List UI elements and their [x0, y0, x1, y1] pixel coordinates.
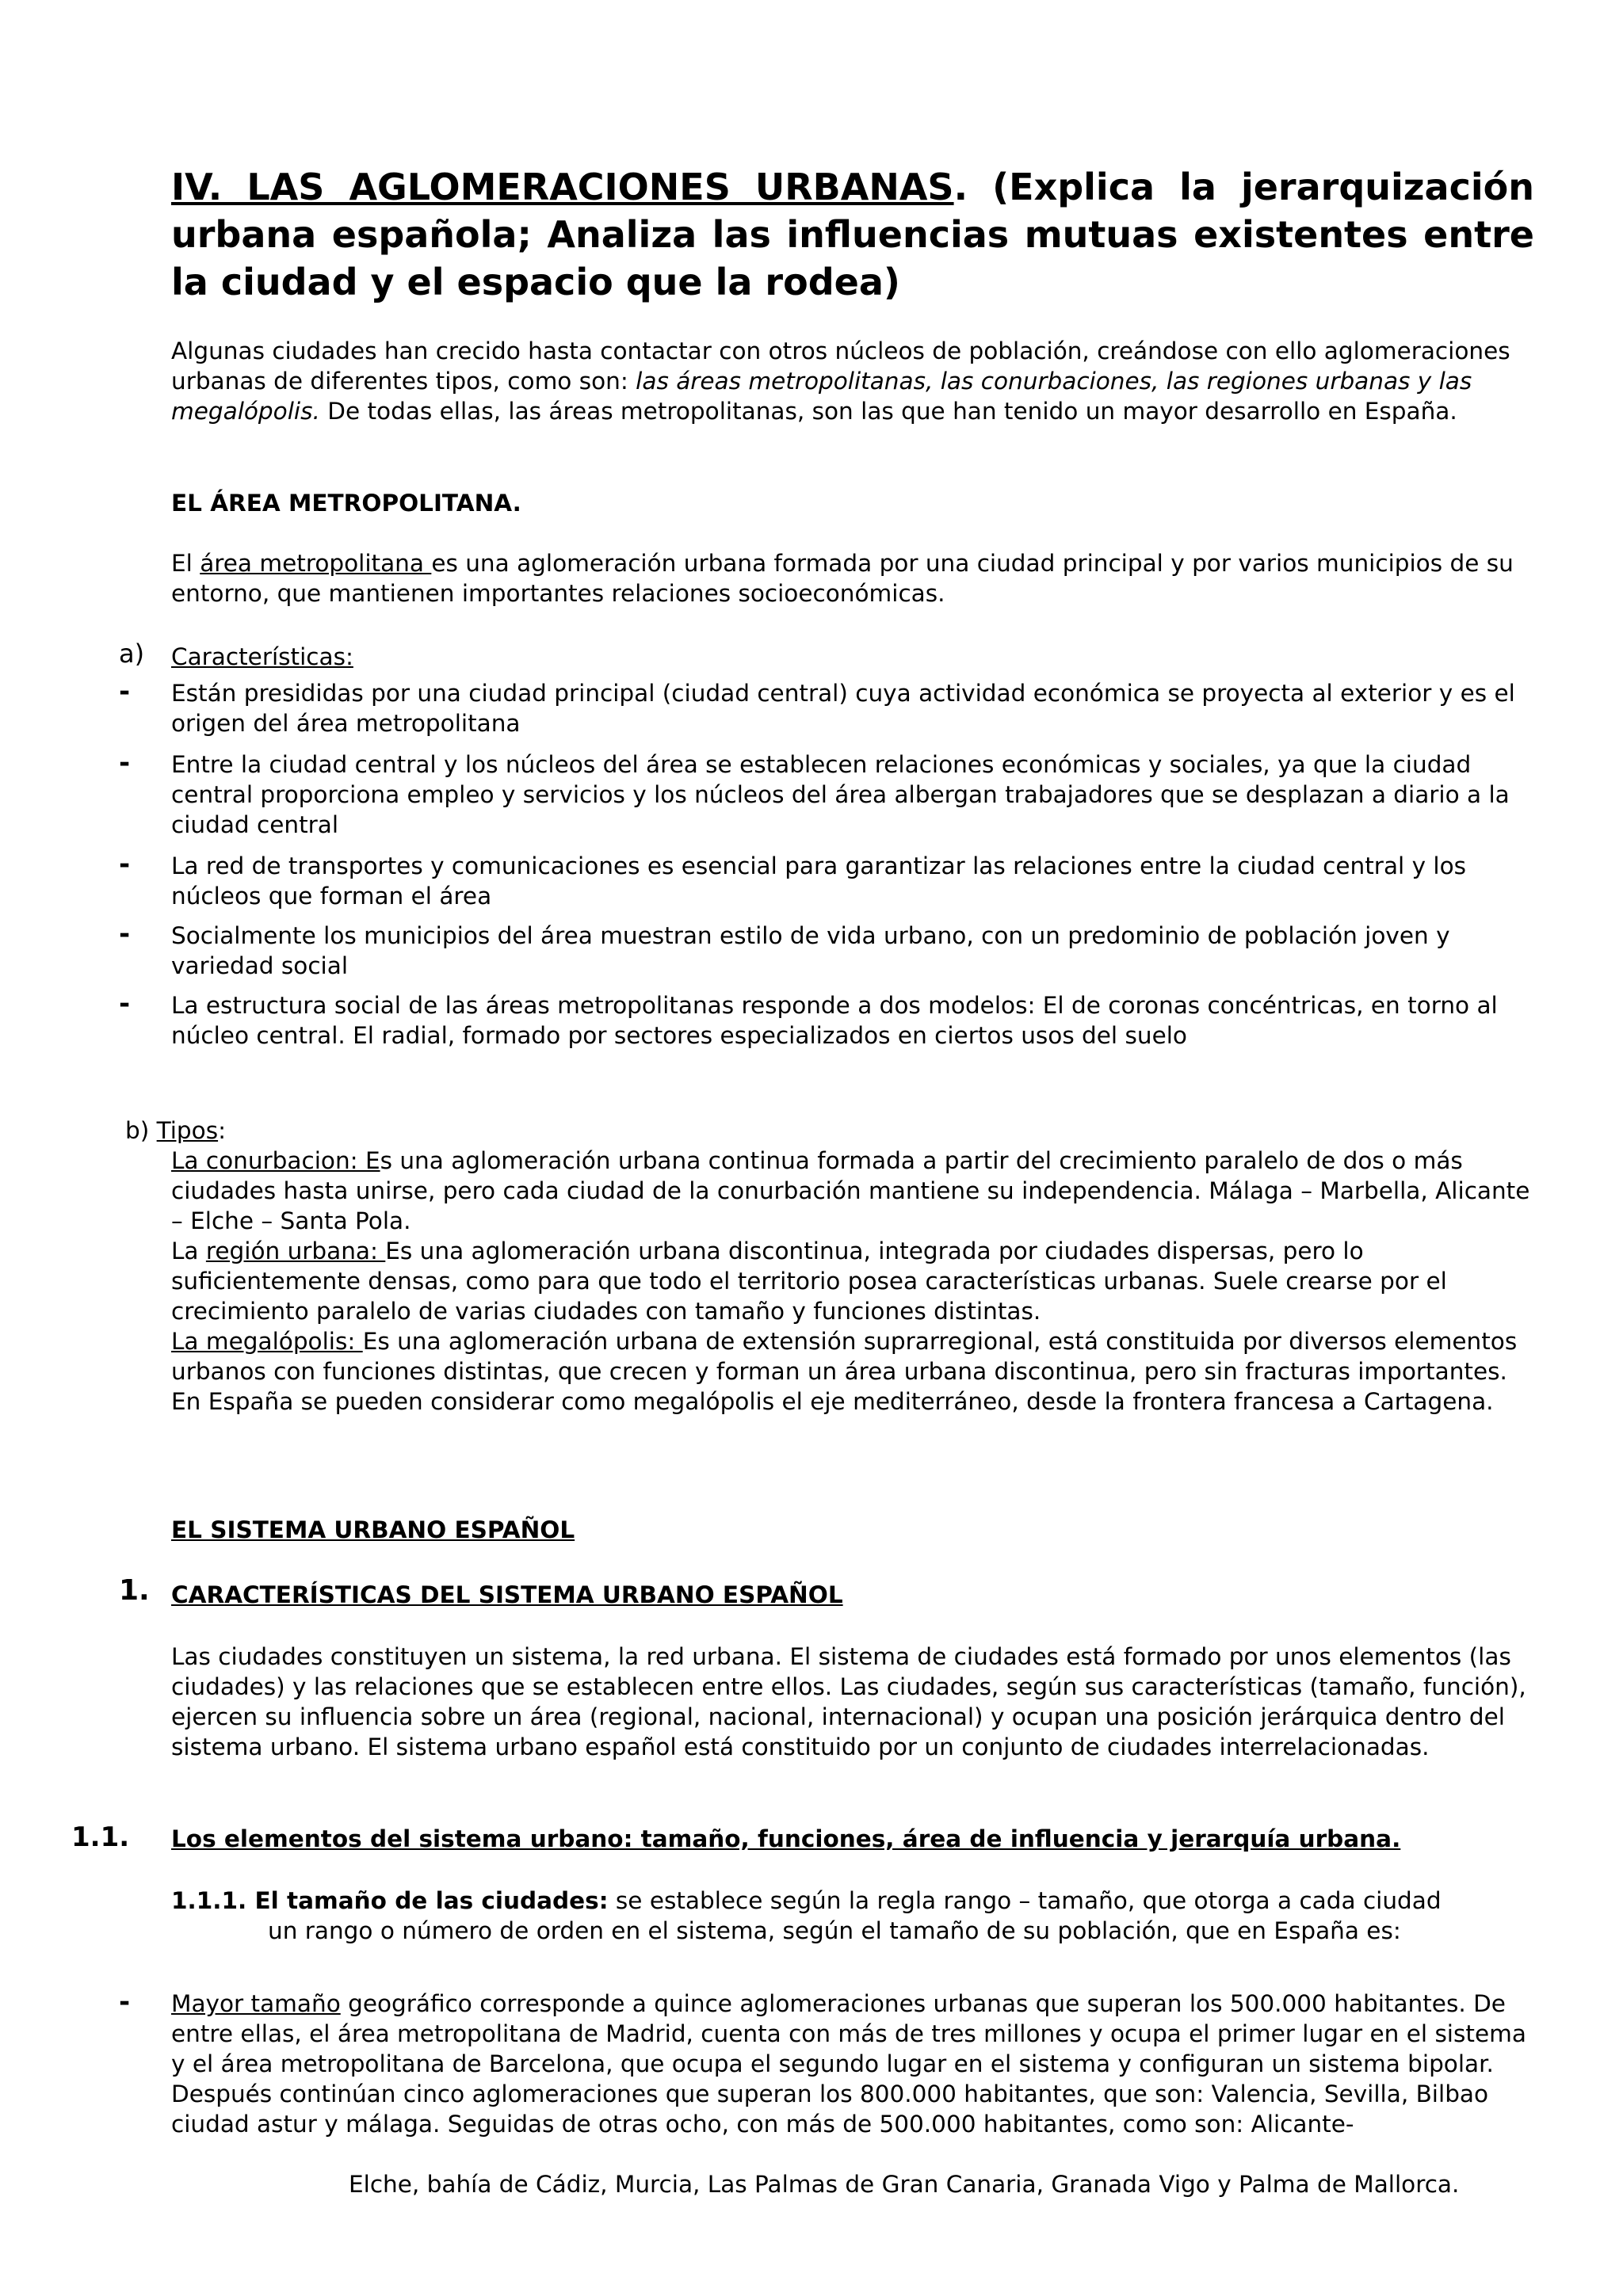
section-1-1-title: Los elementos del sistema urbano: tamaño, funciones, área de influencia y jerarquía urbana. — [171, 1825, 1401, 1852]
size-text: geográfico corresponde a quince aglomeraciones urbanas que superan los 500.000 habitantes. De entre ellas, el área metropolitana de Madrid, cuenta con más de tres millones y ocupa el primer lugar en el sistema y el área metropolitana de Barcelona, que ocupa el segundo lugar en el sistema y configuran un sistema bipolar. Después continúan cinco aglomeraciones que superan los 800.000 habitantes, que son: Valencia, Sevilla, Bilbao ciudad astur y málaga. Seguidas de otras ocho, con más de 500.000 habitantes, como son: Alicante- — [171, 1990, 1526, 2138]
region-pre: La — [171, 1238, 206, 1264]
document-title — [171, 163, 1534, 306]
conurbation-text: s una aglomeración urbana continua formada a partir del crecimiento paralelo de dos o más ciudades hasta unirse, pero cada ciudad de la conurbación mantiene su independencia. Málaga – Marbella, Alicante – Elche – Santa Pola. — [171, 1147, 1530, 1234]
intro-italic-types: las áreas metropolitanas, las conurbaciones, las regiones urbanas y las megalópolis. — [171, 368, 1472, 425]
types-label — [125, 1116, 226, 1146]
types-colon: : — [218, 1117, 227, 1144]
bullet-dash: - — [119, 747, 131, 779]
bullet-dash: - — [119, 918, 131, 950]
metro-def-term: área metropolitana — [200, 550, 432, 577]
intro-paragraph — [171, 336, 1534, 426]
feature-item: Están presididas por una ciudad principal (ciudad central) cuya actividad económica se proyecta al exterior y es el origen del área metropolitana — [171, 680, 1515, 737]
section-1-1-1-line2: un rango o número de orden en el sistema, según el tamaño de su población, que en España es: — [268, 1917, 1401, 1944]
types-block — [171, 1146, 1534, 1417]
metro-def-text: es una aglomeración urbana formada por una ciudad principal y por varios municipios de su entorno, que mantienen importantes relaciones socioeconómicas. — [171, 550, 1514, 607]
section-1-1-number: 1.1. — [71, 1821, 130, 1853]
types-marker: b) — [125, 1117, 157, 1144]
section-1-1-1 — [171, 1886, 1534, 1946]
section-1-1-1-line1 — [171, 1886, 1534, 1916]
feature-item: Entre la ciudad central y los núcleos del área se establecen relaciones económicas y sociales, ya que la ciudad central proporciona empleo y servicios y los núcleos del área albergan trabajadores que se desplazan a diario a la ciudad central — [171, 751, 1510, 838]
feature-item: La red de transportes y comunicaciones es esencial para garantizar las relaciones entre la ciudad central y los núcleos que forman el área — [171, 852, 1467, 910]
bullet-dash: - — [119, 988, 131, 1020]
bullet-dash: - — [119, 676, 131, 707]
bullet-dash: - — [119, 849, 131, 880]
size-term: Mayor tamaño — [171, 1990, 341, 2017]
feature-item: La estructura social de las áreas metropolitanas responde a dos modelos: El de coronas concéntricas, en torno al núcleo central. El radial, formado por sectores especializados en ciertos usos del suelo — [171, 992, 1498, 1049]
metro-heading: EL ÁREA METROPOLITANA. — [171, 490, 521, 517]
intro-text-end: De todas ellas, las áreas metropolitanas, son las que han tenido un mayor desarrollo en España. — [319, 398, 1457, 425]
section-1-title: CARACTERÍSTICAS DEL SISTEMA URBANO ESPAÑOL — [171, 1581, 843, 1608]
feature-item: Socialmente los municipios del área muestran estilo de vida urbano, con un predominio de población joven y variedad social — [171, 922, 1450, 979]
megalopolis-text: Es una aglomeración urbana de extensión suprarregional, está constituida por diversos elementos urbanos con funciones distintas, que crecen y forman un área urbana discontinua, pero sin fracturas importantes. En España se pueden considerar como megalópolis el eje mediterráneo, desde la frontera francesa a Cartagena. — [171, 1328, 1518, 1415]
size-paragraph — [171, 1989, 1534, 2139]
region-term: región urbana: — [205, 1238, 386, 1264]
features-marker: a) — [119, 639, 145, 669]
type-urban-region — [171, 1236, 1534, 1326]
title-lead: IV. LAS AGLOMERACIONES URBANAS — [171, 166, 954, 208]
section-1-1-1-text: se establece según la regla rango – tamaño, que otorga a cada ciudad — [608, 1887, 1442, 1914]
type-megalopolis — [171, 1326, 1534, 1417]
features-label: Características: — [171, 643, 353, 670]
size-last-line: Elche, bahía de Cádiz, Murcia, Las Palmas de Gran Canaria, Granada Vigo y Palma de Mallorca. — [349, 2171, 1460, 2198]
metro-def-pre: El — [171, 550, 200, 577]
title-rest: . (Explica la jerarquización urbana española; Analiza las influencias mutuas existentes entre la ciudad y el espacio que la rodea) — [171, 166, 1534, 303]
intro-text: Algunas ciudades han crecido hasta contactar con otros núcleos de población, creándose con ello aglomeraciones urbanas de diferentes tipos, como son: — [171, 338, 1510, 395]
metro-definition — [171, 548, 1534, 608]
system-heading: EL SISTEMA URBANO ESPAÑOL — [171, 1516, 575, 1543]
bullet-dash: - — [119, 1986, 131, 2018]
region-text: Es una aglomeración urbana discontinua, integrada por ciudades dispersas, pero lo suficientemente densas, como para que todo el territorio posea características urbanas. Suele crearse por el crecimiento paralelo de varias ciudades con tamaño y funciones distintas. — [171, 1238, 1447, 1325]
section-1-number: 1. — [119, 1574, 150, 1607]
section-1-1-1-title: 1.1.1. El tamaño de las ciudades: — [171, 1887, 609, 1914]
megalopolis-term: La megalópolis: — [171, 1328, 363, 1355]
conurbation-term: La conurbacion: E — [171, 1147, 380, 1174]
type-conurbation — [171, 1146, 1534, 1236]
section-1-text: Las ciudades constituyen un sistema, la red urbana. El sistema de ciudades está formado por unos elementos (las ciudades) y las relaciones que se establecen entre ellos. Las ciudades, según sus características (tamaño, función), ejercen su influencia sobre un área (regional, nacional, internacional) y ocupan una posición jerárquica dentro del sistema urbano. El sistema urbano español está constituido por un conjunto de ciudades interrelacionadas. — [171, 1643, 1526, 1760]
types-label-text: Tipos — [156, 1117, 219, 1144]
